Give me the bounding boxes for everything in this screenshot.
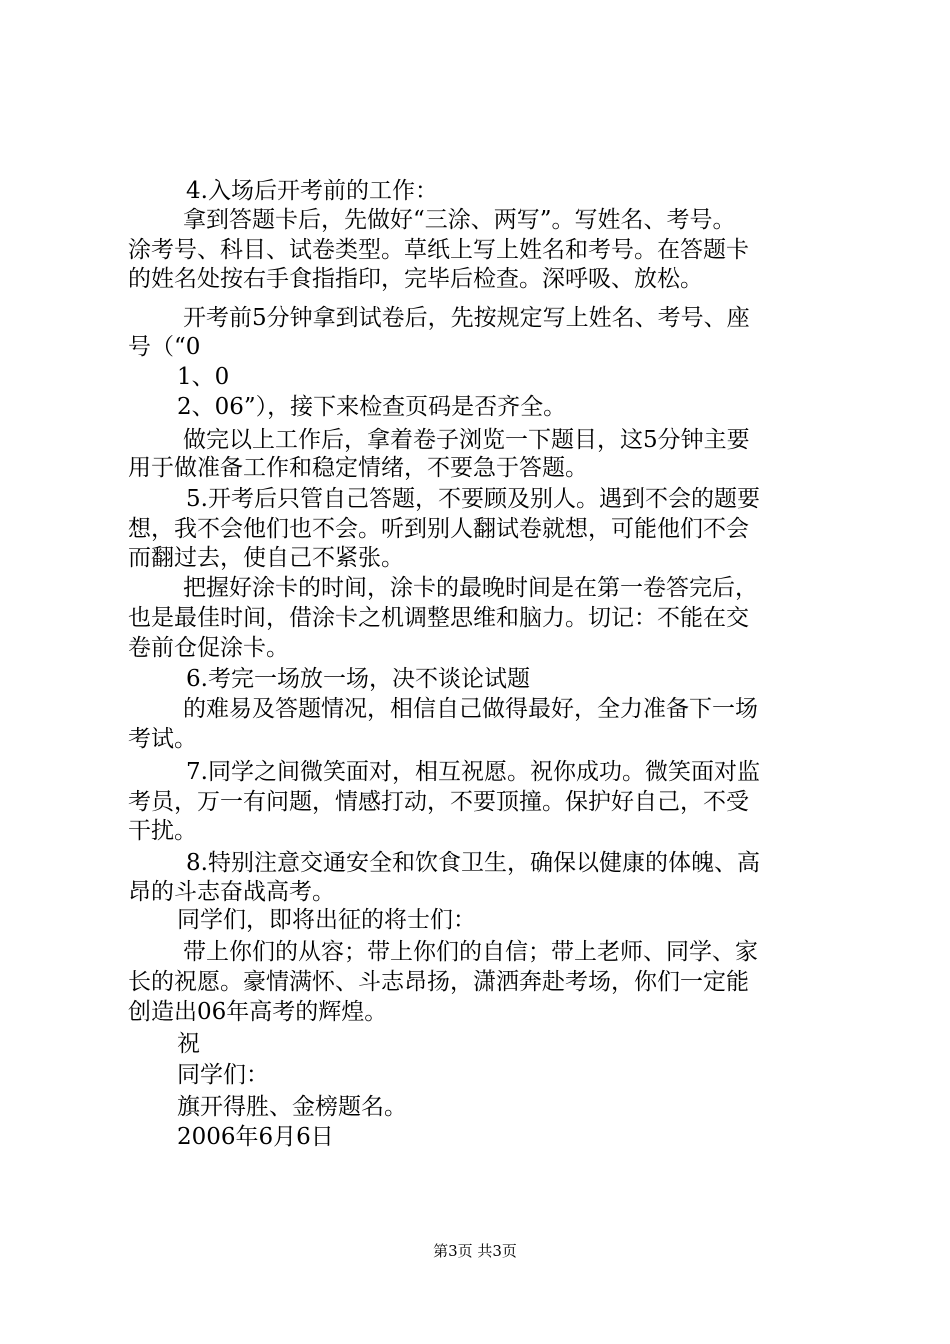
text-line: 6.考完一场放一场，决不谈论试题 (186, 666, 530, 692)
text-line: 祝 (177, 1031, 200, 1057)
text-line: 考试。 (128, 726, 197, 752)
text-line: 涂考号、科目、试卷类型。草纸上写上姓名和考号。在答题卡 (128, 237, 749, 263)
text-line: 开考前5分钟拿到试卷后，先按规定写上姓名、考号、座 (183, 305, 750, 331)
text-line: 2、06”），接下来检查页码是否齐全。 (177, 394, 567, 420)
text-line: 想，我不会他们也不会。听到别人翻试卷就想，可能他们不会 (128, 516, 749, 542)
text-line: 把握好涂卡的时间，涂卡的最晚时间是在第一卷答完后， (183, 575, 758, 601)
text-line: 昂的斗志奋战高考。 (128, 879, 335, 905)
text-line: 创造出06年高考的辉煌。 (128, 999, 388, 1025)
text-line: 旗开得胜、金榜题名。 (177, 1094, 407, 1120)
text-line: 考员，万一有问题，情感打动，不要顶撞。保护好自己，不受 (128, 789, 749, 815)
text-line: 带上你们的从容；带上你们的自信；带上老师、同学、家 (183, 939, 758, 965)
text-line: 1、0 (177, 364, 230, 390)
text-line: 同学们，即将出征的将士们： (177, 907, 476, 933)
text-line: 8.特别注意交通安全和饮食卫生，确保以健康的体魄、高 (186, 850, 760, 876)
text-line: 卷前仓促涂卡。 (128, 635, 289, 661)
text-line: 2006年6月6日 (177, 1124, 334, 1150)
text-line: 做完以上工作后，拿着卷子浏览一下题目，这5分钟主要 (183, 427, 750, 453)
page-footer: 第3页 共3页 (433, 1242, 517, 1260)
text-line: 用于做准备工作和稳定情绪，不要急于答题。 (128, 455, 588, 481)
text-line: 干扰。 (128, 818, 197, 844)
text-line: 5.开考后只管自己答题，不要顾及别人。遇到不会的题要 (186, 486, 760, 512)
text-line: 而翻过去，使自己不紧张。 (128, 545, 404, 571)
text-line: 同学们： (177, 1062, 269, 1088)
text-line: 拿到答题卡后，先做好“三涂、两写”。写姓名、考号。 (183, 207, 736, 233)
text-line: 的姓名处按右手食指指印，完毕后检查。深呼吸、放松。 (128, 266, 703, 292)
text-line: 4.入场后开考前的工作： (186, 178, 438, 204)
text-line: 号（“0 (128, 334, 201, 360)
text-line: 也是最佳时间，借涂卡之机调整思维和脑力。切记：不能在交 (128, 605, 749, 631)
text-line: 的难易及答题情况，相信自己做得最好，全力准备下一场 (183, 696, 758, 722)
text-line: 7.同学之间微笑面对，相互祝愿。祝你成功。微笑面对监 (186, 759, 760, 785)
text-line: 长的祝愿。豪情满怀、斗志昂扬，潇洒奔赴考场，你们一定能 (128, 969, 749, 995)
